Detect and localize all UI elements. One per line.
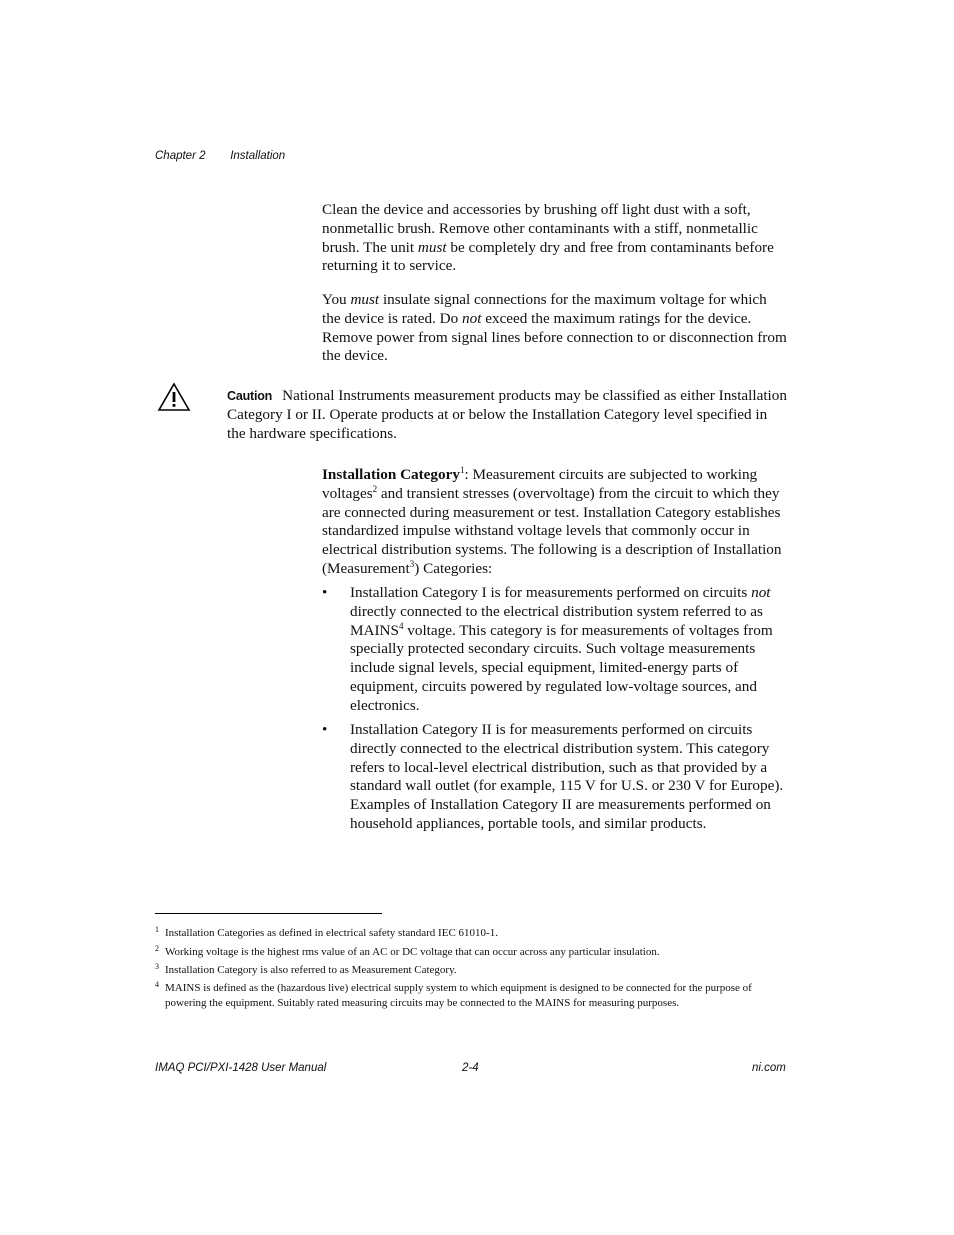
footnote-text: Installation Category is also referred to as Measurement Category. [165, 964, 457, 976]
bullet-text: Installation Category II is for measurements performed on circuits directly connected to the electrical distribution system. This category refers to local-level electrical distribution, such as that provided by a standard wall outlet (for example, 115 V for U.S. or 230 V for Europe). Examples of Installation Category II are measurements performed on household appliances, portable tools, and similar products. [350, 721, 784, 832]
caution-label: Caution [227, 389, 273, 403]
text-run: and transient stresses (overvoltage) from the circuit to which they are connected during measurement or test. Installation Category establishes standardized impulse withstand voltage levels that commonly occur in electrical distribution systems. The following is a description of Installation (Measurement [322, 484, 782, 577]
warning-triangle-icon [157, 382, 191, 412]
paragraph-cleaning [322, 201, 787, 276]
header-section: Installation [230, 150, 286, 162]
text-run: Installation Category I is for measurements performed on circuits [350, 584, 752, 601]
list-item [322, 721, 787, 834]
footnote [155, 981, 785, 1010]
text-run: : Measurement circuits are subjected to working voltages [322, 466, 758, 502]
text-run: Clean the device and accessories by brushing off light dust with a soft, nonmetallic brush. Remove other contaminants with a stiff, nonmetallic brush. The unit [322, 201, 758, 256]
emphasis: not [751, 584, 771, 601]
emphasis: must [350, 291, 380, 308]
footnote-ref: 4 [398, 620, 404, 631]
footnote-ref: 2 [372, 483, 378, 494]
footnote-text: Installation Categories as defined in electrical safety standard IEC 61010-1. [165, 927, 498, 939]
footnote [155, 945, 785, 960]
footnote [155, 926, 785, 941]
page-number: 2-4 [462, 1062, 479, 1074]
term-heading: Installation Category [322, 466, 460, 483]
list-item [322, 584, 787, 716]
footer-manual-title: IMAQ PCI/PXI-1428 User Manual [155, 1062, 327, 1074]
header-chapter: Chapter 2 [155, 150, 206, 162]
footnote-text: MAINS is defined as the (hazardous live) electrical supply system to which equipment is designed to be connected for the purpose of powering the equipment. Suitably rated measuring circuits may be connected to the MAINS for measuring purposes. [165, 982, 752, 1009]
emphasis: must [417, 238, 447, 256]
text-run: be completely dry and free from contaminants before returning it to service. [322, 238, 774, 275]
footnote-divider [155, 913, 382, 914]
caution-note [227, 387, 787, 443]
bullet-icon: • [322, 721, 328, 738]
footnote-ref: 1 [459, 465, 465, 475]
text-run: insulate signal connections for the maximum voltage for which the device is rated. Do [322, 291, 767, 327]
footnote-text: Working voltage is the highest rms value of an AC or DC voltage that can occur across any particular insulation. [165, 946, 660, 958]
footnote-number: 1 [155, 925, 159, 934]
paragraph-insulation [322, 291, 787, 366]
text-run: ) Categories: [414, 559, 493, 577]
caution-text: National Instruments measurement products may be classified as either Installation Category I or II. Operate products at or below the Installation Category level specified in the hardware specifications. [227, 387, 787, 442]
footer-website: ni.com [752, 1062, 786, 1074]
page-header [155, 150, 285, 162]
footnote-ref: 3 [409, 558, 415, 569]
footnote-number: 3 [155, 962, 159, 971]
footnote-number: 4 [155, 980, 159, 989]
bullet-text [350, 584, 787, 716]
emphasis: not [462, 309, 482, 327]
text-run: You [322, 291, 351, 308]
footnote-number: 2 [155, 944, 159, 953]
footnote [155, 963, 785, 978]
text-run: directly connected to the electrical distribution system referred to as MAINS [350, 602, 763, 639]
paragraph-installation-category [322, 466, 787, 579]
bullet-icon: • [322, 584, 328, 601]
text-run: exceed the maximum ratings for the device. Remove power from signal lines before connection to or disconnection from the device. [322, 309, 787, 365]
text-run: voltage. This category is for measurements of voltages from specially protected secondary circuits. Such voltage measurements include signal levels, special equipment, limited-energy parts of equipment, circuits powered by regulated low-voltage sources, and electronics. [350, 621, 773, 714]
